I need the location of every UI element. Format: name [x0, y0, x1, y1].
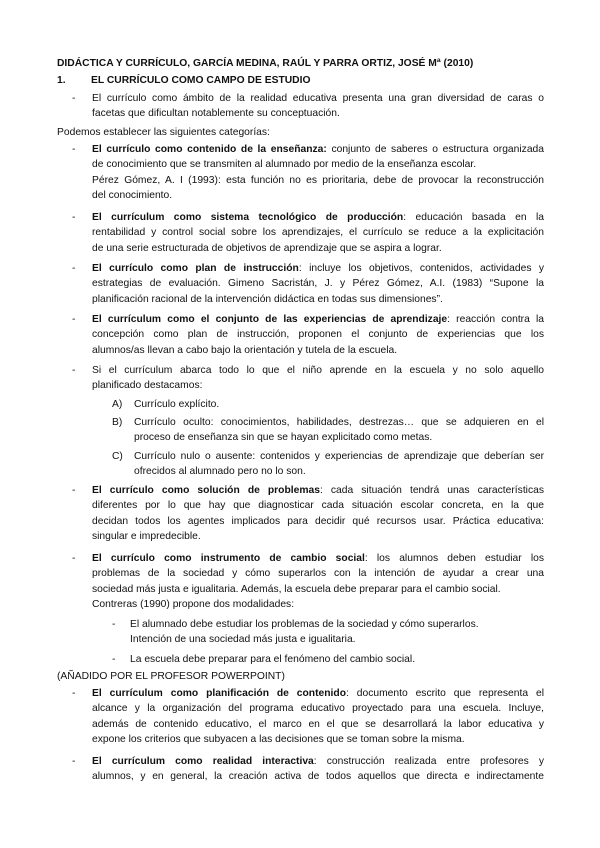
category-term: El currículum como realidad interactiva [92, 756, 314, 767]
text-line: proceso de enseñanza sin que se hayan explicitado como metas. [134, 432, 433, 444]
text-line: diferentes por lo que hay que diagnosticar cada situación escolar concreta, en la que [92, 500, 544, 512]
text-line: Currículo nulo o ausente: contenidos y experiencias de aprendizaje que deberían ser [134, 451, 544, 462]
text-line [92, 312, 544, 327]
text-line: El alumnado debe estudiar los problemas de la sociedad y cómo superarlos. [130, 619, 479, 630]
added-heading: (AÑADIDO POR EL PROFESOR POWERPOINT) [57, 671, 285, 682]
text-line: concepción como plan de instrucción, proponen el conjunto de experiencias que los [92, 329, 544, 341]
bullet-dash: - [112, 619, 116, 630]
bullet-dash: - [72, 93, 76, 104]
text-line: planificado destacamos: [92, 380, 203, 392]
text-line: singular e impredecible. [92, 531, 201, 543]
text-line: rentabilidad y control social sobre los aprendizajes, el currículo se reduce a la explicitación [92, 227, 544, 239]
text-line: facetas que dificultan notablemente su conceptuación. [92, 108, 340, 120]
text-line: La escuela debe preparar para el fenómeno del cambio social. [130, 654, 416, 665]
text-line: decidan todos los agentes implicados para decidir qué recursos usar. Práctica educativa: [92, 515, 544, 527]
text-line: alumnos/as llevan a cabo bajo la orientación y tutela de la escuela. [92, 344, 398, 356]
text-line [92, 551, 544, 566]
text-line: alumnos, y en general, la creación activa de todos aquellos que directa e indirectamente [92, 771, 544, 783]
text-line: planificación racional de la intervención didáctica en todas sus dimensiones”. [92, 293, 443, 305]
bullet-dash: - [72, 365, 76, 376]
bullet-dash: - [112, 654, 116, 665]
document-title: DIDÁCTICA Y CURRÍCULO, GARCÍA MEDINA, RAÚL Y PARRA ORTIZ, JOSÉ Mª (2010) [57, 58, 474, 69]
bullet-dash: - [72, 212, 76, 223]
text-line: Currículo oculto: conocimientos, habilidades, destrezas… que se adquieren en el [134, 417, 544, 428]
text-span: : los alumnos deben estudiar los [364, 553, 544, 564]
text-line [92, 210, 544, 225]
text-line [92, 142, 544, 157]
category-term: El currículo como instrumento de cambio social [92, 553, 365, 564]
list-marker: A) [112, 399, 123, 410]
text-line: sociedad más justa e igualitaria. Además, la escuela debe preparar para el cambio social. [92, 583, 501, 595]
bullet-dash: - [72, 144, 76, 155]
text-span: : reacción contra la [447, 314, 544, 325]
list-marker: B) [112, 417, 123, 428]
bullet-dash: - [72, 553, 76, 564]
text-span: : documento escrito que representa el [346, 688, 544, 699]
text-line [92, 483, 544, 498]
text-line [92, 754, 544, 769]
section-title: EL CURRÍCULO COMO CAMPO DE ESTUDIO [91, 75, 311, 86]
text-span: conjunto de saberes o estructura organizada [326, 144, 544, 155]
text-line: ofrecidos al alumnado pero no lo son. [134, 466, 306, 478]
bullet-dash: - [72, 688, 76, 699]
category-term: El currículum como sistema tecnológico de producción [92, 212, 404, 223]
category-term: El currículum como planificación de contenido [92, 688, 346, 699]
text-line: además de contenido educativo, el marco en el que se desarrollará la labor educativa y [92, 718, 544, 730]
bullet-dash: - [72, 485, 76, 496]
category-term: El currículum como el conjunto de las experiencias de aprendizaje [92, 314, 448, 325]
text-line: estrategias de evaluación. Gimeno Sacristán, J. y Pérez Gómez, A.I. (1983) “Supone la [92, 278, 544, 290]
text-line [92, 686, 544, 701]
text-line: problemas de la sociedad y cómo superarlos con la intención de ayudar a crear una [92, 568, 544, 580]
text-line [92, 261, 544, 276]
bullet-dash: - [72, 263, 76, 274]
text-line: expone los criterios que subyacen a las decisiones que se toman sobre la misma. [92, 734, 465, 746]
text-line: de una serie estructurada de objetivos de aprendizaje que se aspira a lograr. [92, 242, 442, 254]
text-line: de conocimiento que se transmiten al alumnado por medio de la enseñanza escolar. [92, 159, 477, 171]
bullet-dash: - [72, 756, 76, 767]
text-line: Currículo explícito. [134, 399, 220, 410]
text-line: del conocimiento. [92, 190, 173, 202]
text-span: : construcción realizada entre profesores y [313, 756, 544, 767]
text-line: Si el currículum abarca todo lo que el niño aprende en la escuela y no solo aquello [92, 365, 544, 376]
list-marker: C) [112, 451, 123, 462]
category-term: El currículo como plan de instrucción [92, 263, 299, 274]
categories-intro: Podemos establecer las siguientes categorías: [57, 127, 270, 138]
category-term: El currículo como contenido de la enseñanza: [92, 144, 327, 155]
text-span: : incluye los objetivos, contenidos, actividades y [298, 263, 545, 274]
text-line: El currículo como ámbito de la realidad educativa presenta una gran diversidad de caras o [92, 93, 544, 104]
text-line: Contreras (1990) propone dos modalidades: [92, 599, 295, 611]
text-line: Pérez Gómez, A. I (1993): esta función no es prioritaria, debe de provocar la reconstrucción [92, 174, 544, 186]
category-term: El currículo como solución de problemas [92, 485, 320, 496]
text-line: Intención de una sociedad más justa e igualitaria. [130, 634, 356, 646]
text-span: : cada situación tendrá unas características [319, 485, 544, 496]
text-line: alcance y la organización del programa educativo proyectado para una escuela. Incluye, [92, 703, 544, 715]
section-heading [57, 73, 310, 88]
text-span: : educación basada en la [403, 212, 545, 223]
section-number: 1. [57, 75, 66, 86]
bullet-dash: - [72, 314, 76, 325]
